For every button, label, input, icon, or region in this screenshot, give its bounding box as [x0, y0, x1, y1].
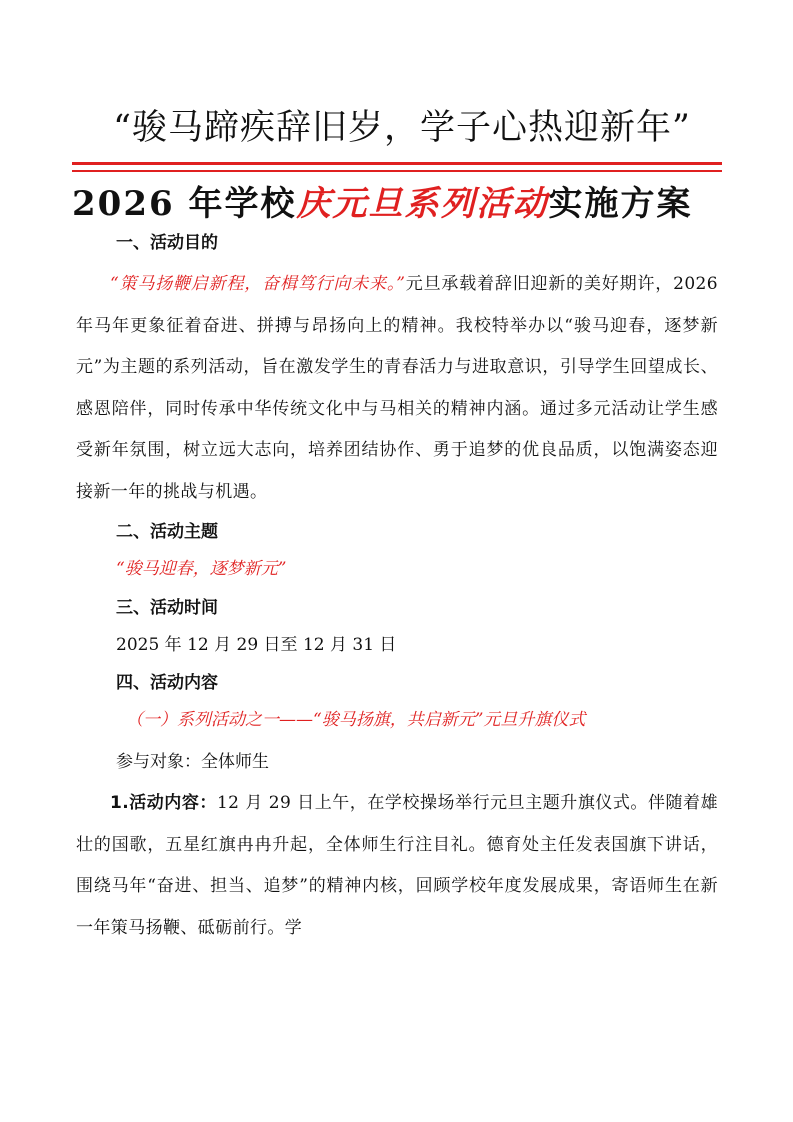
- title-highlight: 庆元旦系列活动: [296, 184, 549, 224]
- purpose-paragraph: [76, 264, 718, 513]
- activity-one-title: （一）系列活动之一——“骏马扬旗，共启新元”元旦升旗仪式: [126, 710, 586, 730]
- time-text: 2025 年 12 月 29 日至 12 月 31 日: [116, 634, 397, 655]
- purpose-quote: “策马扬鞭启新程，奋楫笃行向未来。”: [110, 274, 406, 294]
- title-prefix: 2026 年学校: [72, 184, 297, 224]
- title-divider-thick: [72, 162, 722, 165]
- section-heading-content: 四、活动内容: [116, 673, 218, 693]
- section-heading-time: 三、活动时间: [116, 597, 218, 618]
- document-title-slogan: “骏马蹄疾辞旧岁，学子心热迎新年”: [113, 108, 691, 148]
- purpose-body: 元旦承载着辞旧迎新的美好期许，2026 年马年更象征着奋进、拼搏与昂扬向上的精神。我校特举办以“骏马迎春，逐梦新元”为主题的系列活动，旨在激发学生的青春活力与进取意识，引导学生回望成长、感恩陪伴，同时传承中华传统文化中与马相关的精神内涵。通过多元活动让学生感受新年氛围，树立远大志向，培养团结协作、勇于追梦的优良品质，以饱满姿态迎接新一年的挑战与机遇。: [76, 274, 718, 502]
- section-heading-purpose: 一、活动目的: [116, 233, 218, 253]
- activity-one-details-label: 1.活动内容：: [110, 793, 217, 813]
- section-heading-theme: 二、活动主题: [116, 522, 218, 542]
- title-suffix: 实施方案: [548, 184, 693, 224]
- theme-text: “骏马迎春，逐梦新元”: [116, 559, 287, 579]
- activity-one-participants: 参与对象：全体师生: [116, 751, 269, 772]
- activity-one-details-text: 12 月 29 日上午，在学校操场举行元旦主题升旗仪式。伴随着雄壮的国歌，五星红旗冉冉升起，全体师生行注目礼。德育处主任发表国旗下讲话，围绕马年“奋进、担当、追梦”的精神内核，回顾学校年度发展成果，寄语师生在新一年策马扬鞭、砥砺前行。学: [76, 793, 718, 938]
- activity-one-details: [76, 783, 718, 949]
- document-title-main: [72, 176, 732, 225]
- document-body: [76, 226, 718, 949]
- title-divider-thin: [72, 170, 722, 172]
